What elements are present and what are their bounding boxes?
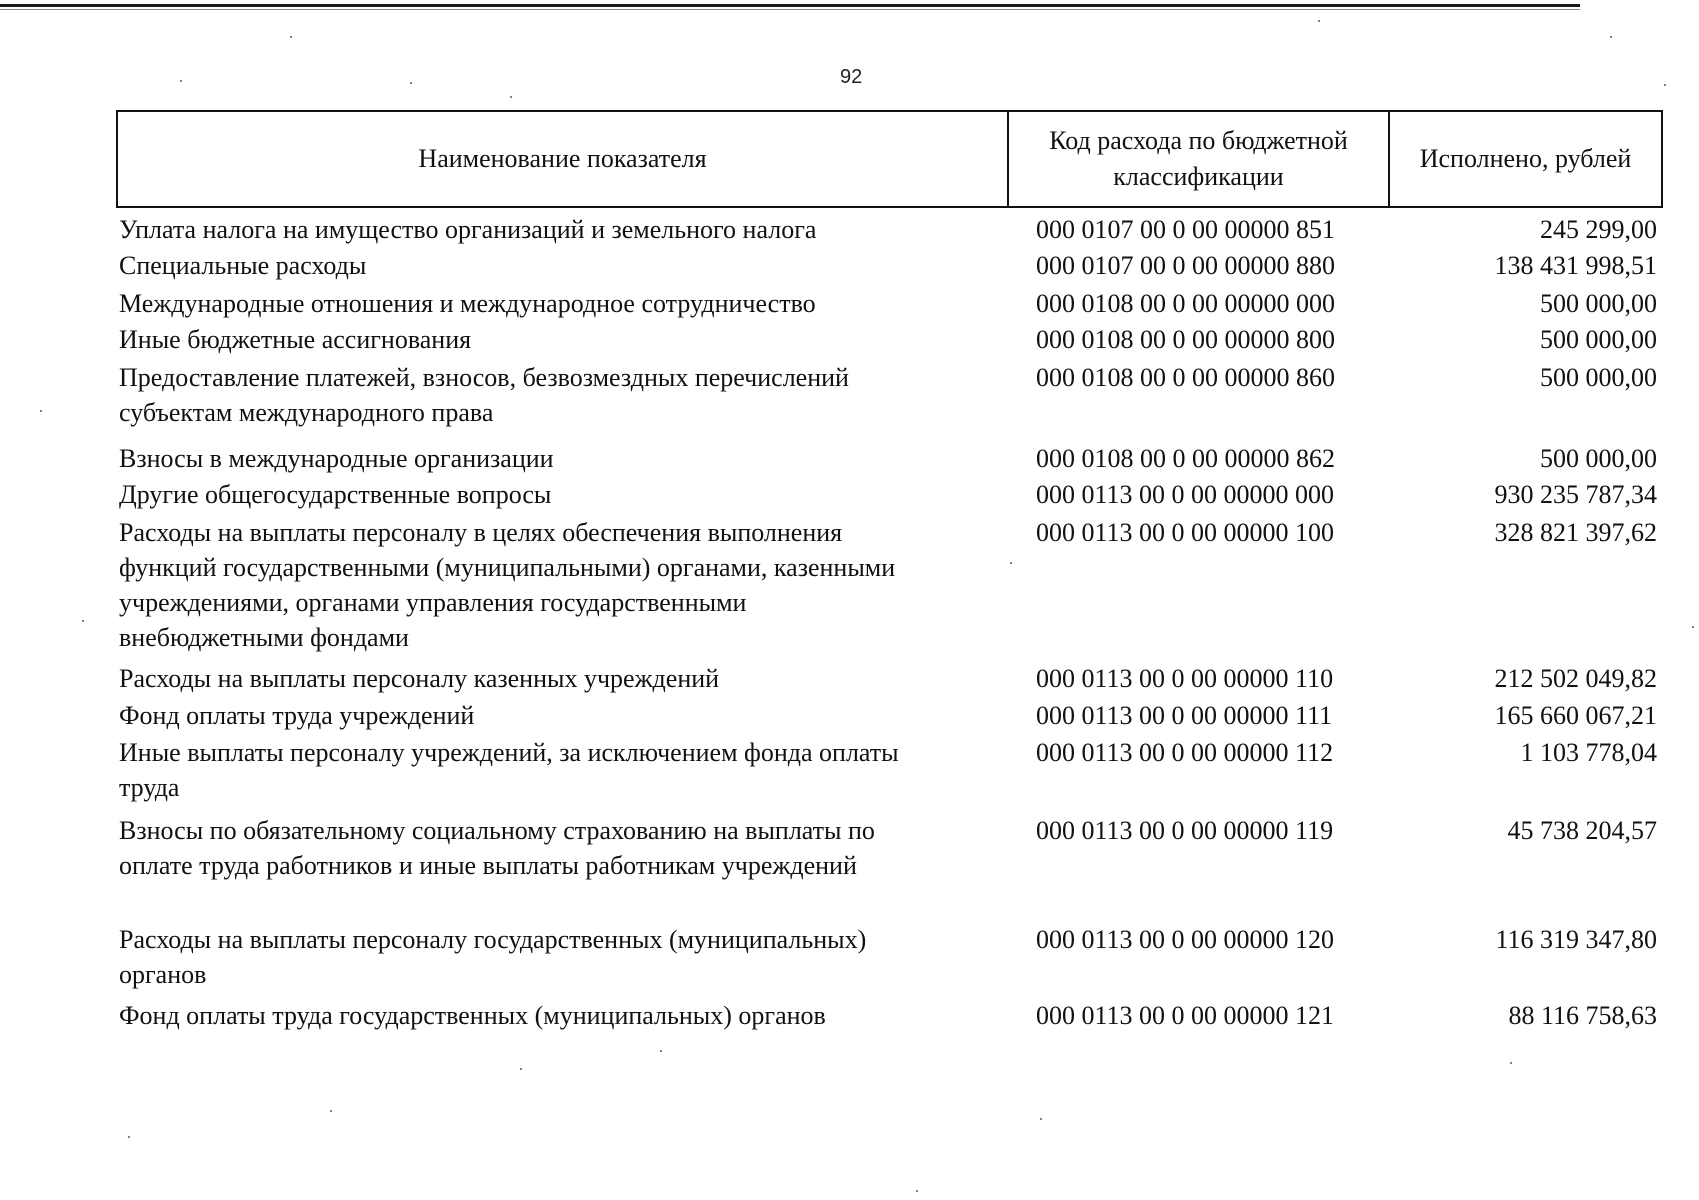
row-name-line: Международные отношения и международное сотрудничество <box>119 289 816 318</box>
row-amount: 212 502 049,82 <box>1494 664 1657 693</box>
row-amount: 245 299,00 <box>1540 215 1657 244</box>
row-name <box>119 248 999 283</box>
header-code <box>1009 112 1390 206</box>
header-name-label: Наименование показателя <box>418 144 707 173</box>
row-name <box>119 322 999 357</box>
row-name-line: внебюджетными фондами <box>119 623 409 652</box>
header-code-label-2: классификации <box>1113 162 1284 191</box>
row-name <box>119 661 999 696</box>
row-name <box>119 813 999 883</box>
scan-speck <box>82 620 84 622</box>
row-name-line: органов <box>119 960 207 989</box>
scan-speck <box>660 1050 662 1052</box>
row-code: 000 0113 00 0 00 00000 110 <box>1036 664 1334 693</box>
row-amount: 500 000,00 <box>1540 289 1657 318</box>
row-name-line: Взносы по обязательному социальному страхованию на выплаты по <box>119 816 875 845</box>
row-amount: 930 235 787,34 <box>1494 480 1657 509</box>
scan-speck <box>1040 1118 1042 1120</box>
row-code: 000 0113 00 0 00 00000 111 <box>1036 701 1333 730</box>
scan-speck <box>128 1136 130 1138</box>
row-name-line: субъектам международного права <box>119 398 494 427</box>
row-code: 000 0108 00 0 00 00000 800 <box>1036 325 1335 354</box>
row-name-line: функций государственными (муниципальными) органами, казенными <box>119 553 896 582</box>
row-name <box>119 998 999 1033</box>
row-name-line: Фонд оплаты труда учреждений <box>119 701 475 730</box>
scan-speck <box>180 80 182 82</box>
scan-speck <box>520 1068 522 1070</box>
row-code: 000 0113 00 0 00 00000 100 <box>1036 518 1335 547</box>
row-name-line: Расходы на выплаты персоналу казенных учреждений <box>119 664 720 693</box>
row-code: 000 0113 00 0 00 00000 121 <box>1036 1001 1335 1030</box>
row-amount: 1 103 778,04 <box>1520 738 1657 767</box>
row-code: 000 0108 00 0 00 00000 862 <box>1036 444 1335 473</box>
row-name-line: Специальные расходы <box>119 251 367 280</box>
table-header <box>116 110 1663 208</box>
scan-speck <box>1510 1062 1512 1064</box>
header-name <box>118 112 1009 206</box>
row-amount: 165 660 067,21 <box>1494 701 1657 730</box>
row-amount: 500 000,00 <box>1540 444 1657 473</box>
row-name-line: Фонд оплаты труда государственных (муниципальных) органов <box>119 1001 826 1030</box>
header-amount-label: Исполнено, рублей <box>1419 144 1632 173</box>
scan-speck <box>410 82 412 84</box>
row-name-line: Расходы на выплаты персоналу в целях обеспечения выполнения <box>119 518 843 547</box>
scan-speck <box>330 1110 332 1112</box>
row-code: 000 0113 00 0 00 00000 112 <box>1036 738 1334 767</box>
row-name <box>119 698 999 733</box>
row-name <box>119 286 999 321</box>
row-amount: 116 319 347,80 <box>1495 925 1657 954</box>
row-name <box>119 922 999 992</box>
row-amount: 88 116 758,63 <box>1508 1001 1657 1030</box>
row-name <box>119 441 999 476</box>
row-name <box>119 212 999 247</box>
row-code: 000 0108 00 0 00 00000 000 <box>1036 289 1335 318</box>
scan-speck <box>916 1190 918 1192</box>
row-code: 000 0113 00 0 00 00000 000 <box>1036 480 1335 509</box>
row-amount: 500 000,00 <box>1540 363 1657 392</box>
scan-speck <box>40 410 42 412</box>
row-code: 000 0107 00 0 00 00000 880 <box>1036 251 1335 280</box>
scan-speck <box>1010 562 1012 564</box>
scan-speck <box>1610 36 1612 38</box>
row-name <box>119 477 999 512</box>
row-name <box>119 735 999 805</box>
header-amount <box>1390 112 1661 206</box>
row-code: 000 0113 00 0 00 00000 119 <box>1036 816 1334 845</box>
row-name-line: учреждениями, органами управления государственными <box>119 588 747 617</box>
row-code: 000 0107 00 0 00 00000 851 <box>1036 215 1335 244</box>
scan-speck <box>1664 84 1666 86</box>
row-name-line: оплате труда работников и иные выплаты работникам учреждений <box>119 851 857 880</box>
scan-speck <box>510 96 512 98</box>
row-name-line: Иные бюджетные ассигнования <box>119 325 472 354</box>
top-rule-thin <box>0 9 1580 10</box>
row-name <box>119 360 999 430</box>
row-name-line: труда <box>119 773 180 802</box>
row-name-line: Взносы в международные организации <box>119 444 554 473</box>
top-rule <box>0 4 1580 7</box>
page-number: 92 <box>840 66 863 88</box>
header-code-label-1: Код расхода по бюджетной <box>1049 126 1348 155</box>
row-name <box>119 515 999 655</box>
row-amount: 500 000,00 <box>1540 325 1657 354</box>
row-name-line: Другие общегосударственные вопросы <box>119 480 552 509</box>
row-name-line: Предоставление платежей, взносов, безвозмездных перечислений <box>119 363 849 392</box>
row-code: 000 0113 00 0 00 00000 120 <box>1036 925 1335 954</box>
row-code: 000 0108 00 0 00 00000 860 <box>1036 363 1335 392</box>
row-name-line: Расходы на выплаты персоналу государственных (муниципальных) <box>119 925 867 954</box>
row-name-line: Уплата налога на имущество организаций и земельного налога <box>119 215 817 244</box>
row-amount: 45 738 204,57 <box>1507 816 1657 845</box>
row-name-line: Иные выплаты персоналу учреждений, за исключением фонда оплаты <box>119 738 899 767</box>
row-amount: 138 431 998,51 <box>1494 251 1657 280</box>
row-amount: 328 821 397,62 <box>1494 518 1657 547</box>
scan-speck <box>290 36 292 38</box>
scan-speck <box>1318 20 1320 22</box>
scan-speck <box>1692 626 1694 628</box>
